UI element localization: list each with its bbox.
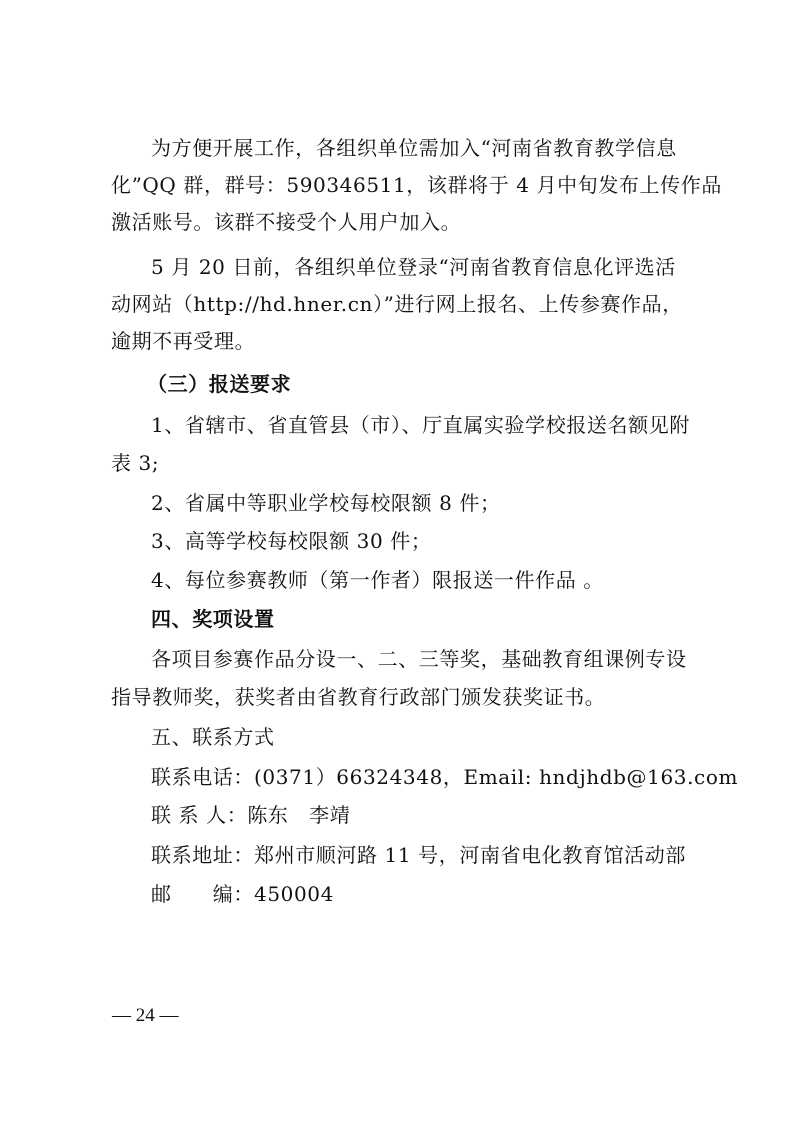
contact-person: 联 系 人：陈东 李靖 [151,803,351,827]
awards-line-1: 各项目参赛作品分设一、二、三等奖，基础教育组课例专设 [151,647,687,671]
section-5-heading: 五、联系方式 [151,725,275,749]
page-number: — 24 — [112,1005,179,1026]
requirement-1-line-1: 1、省辖市、省直管县（市）、厅直属实验学校报送名额见附 [151,413,690,437]
paragraph-qq-group-line-1: 为方便开展工作，各组织单位需加入“河南省教育教学信息 [151,136,677,160]
section-4-heading: 四、奖项设置 [151,607,275,631]
paragraph-deadline-line-3: 逾期不再受理。 [111,329,256,353]
requirement-3: 3、高等学校每校限额 30 件； [151,529,432,553]
section-3-heading: （三）报送要求 [147,372,292,396]
contact-postcode: 邮 编：450004 [151,882,334,906]
requirement-4: 4、每位参赛教师（第一作者）限报送一件作品 。 [151,568,604,592]
paragraph-qq-group-line-3: 激活账号。该群不接受个人用户加入。 [111,210,462,234]
requirement-2: 2、省属中等职业学校每校限额 8 件； [151,491,501,515]
contact-phone: 联系电话：(0371）66324348，Email: hndjhdb@163.com [151,765,739,789]
paragraph-qq-group-line-2: 化”QQ 群，群号：590346511，该群将于 4 月中旬发布上传作品 [111,173,722,197]
requirement-1-line-2: 表 3; [111,451,160,475]
paragraph-deadline-line-1: 5 月 20 日前，各组织单位登录“河南省教育信息化评选活 [151,255,676,279]
paragraph-deadline-line-2: 动网站（http://hd.hner.cn）”进行网上报名、上传参赛作品， [111,292,683,316]
awards-line-2: 指导教师奖，获奖者由省教育行政部门颁发获奖证书。 [111,685,606,709]
contact-address: 联系地址：郑州市顺河路 11 号，河南省电化教育馆活动部 [151,843,686,867]
